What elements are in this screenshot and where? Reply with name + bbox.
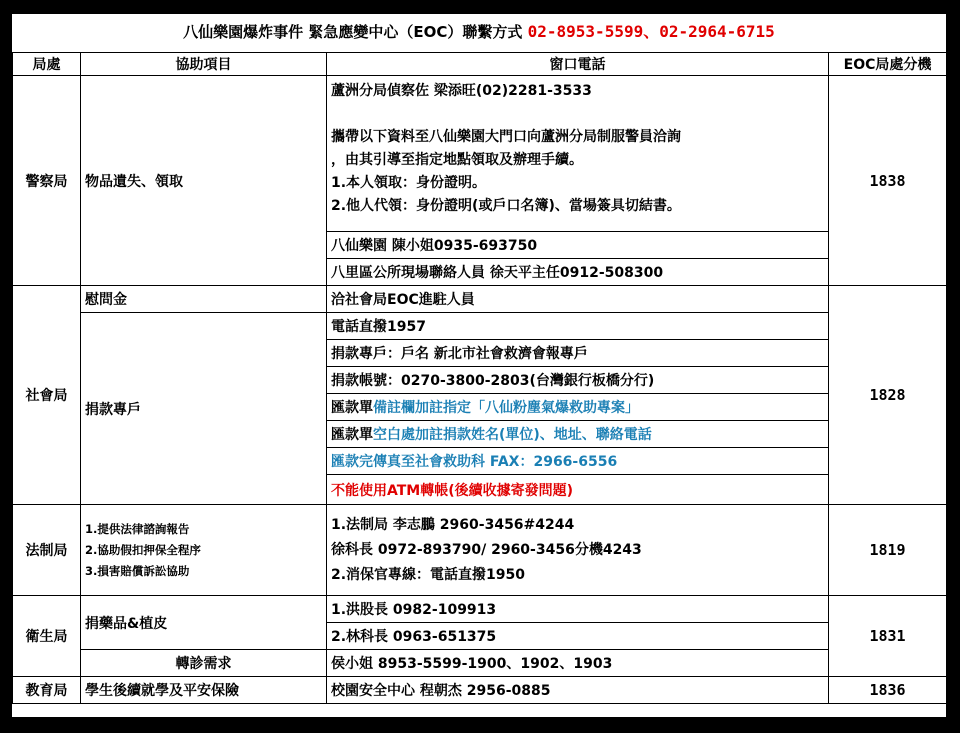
table-row (13, 76, 947, 232)
item-police: 物品遺失、領取 (81, 76, 327, 286)
legal-item-3: 3.損害賠償訴訟協助 (85, 563, 190, 578)
table-row (13, 650, 947, 677)
ext-social: 1828 (829, 286, 947, 505)
dept-social: 社會局 (13, 286, 81, 505)
ext-legal: 1819 (829, 505, 947, 596)
item-education: 學生後續就學及平安保險 (81, 677, 327, 704)
social-fax: 匯款完傳真至社會救助科 FAX：2966-6556 (327, 448, 829, 475)
header-dept: 局處 (13, 53, 81, 76)
social-account-name: 捐款專戶：戶名 新北市社會救濟會報專戶 (327, 340, 829, 367)
header-ext: EOC局處分機 (829, 53, 947, 76)
social-remit-2 (327, 421, 829, 448)
police-instructions (327, 76, 829, 232)
social-remit-1 (327, 394, 829, 421)
remit-2-prefix: 匯款單 (331, 427, 373, 443)
legal-contact-1: 1.法制局 李志鵬 2960-3456#4244 (331, 516, 575, 533)
dept-education: 教育局 (13, 677, 81, 704)
page-title (12, 14, 946, 50)
police-contact-3: 八里區公所現場聯絡人員 徐天平主任0912-508300 (327, 259, 829, 286)
item-social-2: 捐款專戶 (81, 313, 327, 505)
social-account-no: 捐款帳號：0270-3800-2803(台灣銀行板橋分行) (327, 367, 829, 394)
ext-health: 1831 (829, 596, 947, 677)
health-contact-1: 1.洪股長 0982-109913 (327, 596, 829, 623)
education-contact: 校園安全中心 程朝杰 2956-0885 (327, 677, 829, 704)
health-contact-2: 2.林科長 0963-651375 (327, 623, 829, 650)
remit-1-prefix: 匯款單 (331, 400, 373, 416)
remit-1-note: 備註欄加註指定「八仙粉塵氣爆救助專案」 (373, 400, 639, 416)
header-phone: 窗口電話 (327, 53, 829, 76)
legal-contact-3: 2.消保官專線：電話直撥1950 (331, 566, 526, 583)
dept-health: 衛生局 (13, 596, 81, 677)
dept-legal: 法制局 (13, 505, 81, 596)
title-text: 八仙樂園爆炸事件 緊急應變中心（EOC）聯繫方式 (183, 23, 523, 41)
table-header-row (13, 53, 947, 76)
header-item: 協助項目 (81, 53, 327, 76)
remit-2-note: 空白處加註捐款姓名(單位)、地址、聯絡電話 (373, 427, 652, 443)
social-item1-contact: 洽社會局EOC進駐人員 (327, 286, 829, 313)
ext-education: 1836 (829, 677, 947, 704)
legal-item-1: 1.提供法律諮詢報告 (85, 521, 190, 536)
table-row (13, 596, 947, 623)
police-contact-2: 八仙樂園 陳小姐0935-693750 (327, 232, 829, 259)
police-line-4: 2.他人代領：身份證明(或戶口名簿)、當場簽具切結書。 (331, 198, 681, 214)
contact-table (12, 52, 947, 704)
item-health-2: 轉診需求 (81, 650, 327, 677)
legal-contact-2: 徐科長 0972-893790/ 2960-3456分機4243 (331, 541, 642, 558)
table-row (13, 677, 947, 704)
police-contact-1: 蘆洲分局偵察佐 梁添旺(02)2281-3533 (331, 83, 592, 99)
table-row (13, 505, 947, 596)
ext-police: 1838 (829, 76, 947, 286)
table-row (13, 313, 947, 340)
title-phones: 02-8953-5599、02-2964-6715 (527, 22, 775, 41)
contact-sheet (12, 14, 946, 717)
item-health-1: 捐藥品&植皮 (81, 596, 327, 650)
health-contact-3: 侯小姐 8953-5599-1900、1902、1903 (327, 650, 829, 677)
item-legal (81, 505, 327, 596)
social-phone: 電話直撥1957 (327, 313, 829, 340)
police-line-3: 1.本人領取：身份證明。 (331, 175, 487, 191)
table-row (13, 286, 947, 313)
legal-item-2: 2.協助假扣押保全程序 (85, 542, 201, 557)
police-line-1: 攜帶以下資料至八仙樂園大門口向蘆洲分局制服警員洽詢 (331, 129, 681, 145)
legal-contacts (327, 505, 829, 596)
social-no-atm: 不能使用ATM轉帳(後續收據寄發問題) (327, 475, 829, 505)
police-line-2: ，由其引導至指定地點領取及辦理手續。 (331, 152, 583, 168)
dept-police: 警察局 (13, 76, 81, 286)
item-social-1: 慰問金 (81, 286, 327, 313)
